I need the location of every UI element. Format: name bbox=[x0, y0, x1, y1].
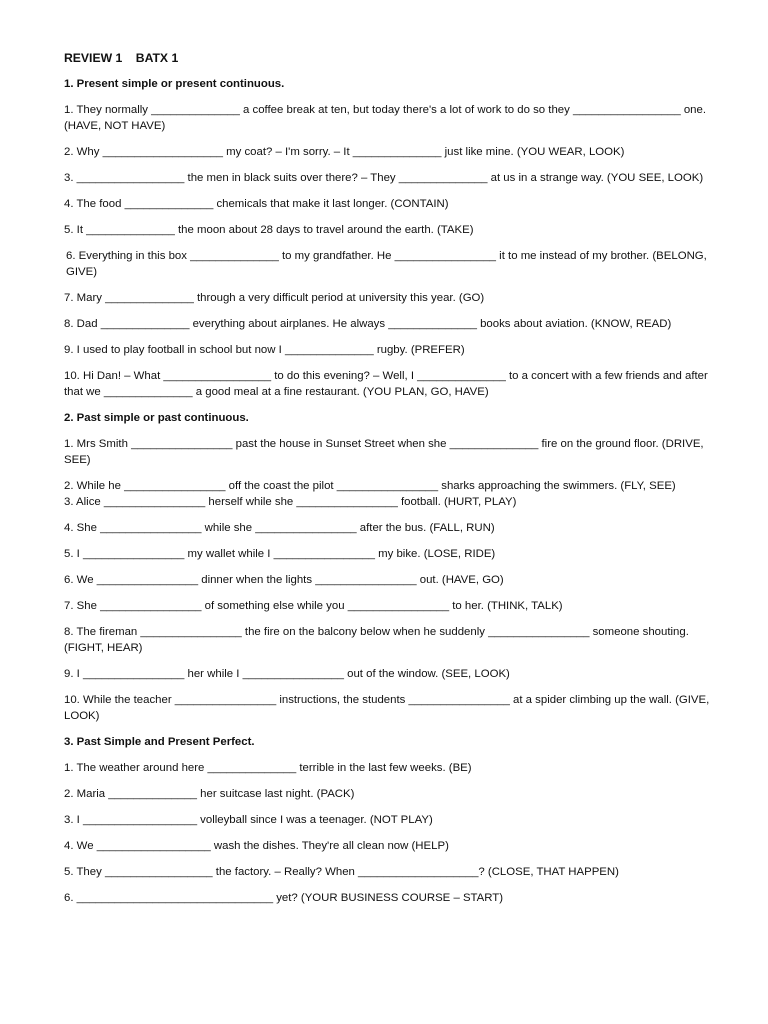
exercise-item: 2. While he ________________ off the coast the pilot ________________ sharks approaching the swimmers. (FLY, SEE) bbox=[64, 480, 676, 492]
exercise-item: 1. Mrs Smith ________________ past the house in Sunset Street when she ______________ fire on the ground floor. (DRIVE, SEE) bbox=[64, 438, 704, 466]
exercise-item: 1. The weather around here ______________ terrible in the last few weeks. (BE) bbox=[64, 762, 472, 774]
section-heading-3: 3. Past Simple and Present Perfect. bbox=[64, 736, 255, 748]
exercise-item: 6. We ________________ dinner when the lights ________________ out. (HAVE, GO) bbox=[64, 574, 504, 586]
exercise-item: 6. Everything in this box ______________ to my grandfather. He ________________ it to me instead of my brother. (BELONG, GIVE) bbox=[66, 250, 707, 278]
exercise-item: 4. The food ______________ chemicals that make it last longer. (CONTAIN) bbox=[64, 198, 449, 210]
exercise-item: 2. Why ___________________ my coat? – I'm sorry. – It ______________ just like mine. (YOU WEAR, LOOK) bbox=[64, 146, 625, 158]
exercise-item: 5. It ______________ the moon about 28 days to travel around the earth. (TAKE) bbox=[64, 224, 474, 236]
exercise-item: 7. She ________________ of something else while you ________________ to her. (THINK, TALK) bbox=[64, 600, 563, 612]
exercise-item: 3. _________________ the men in black suits over there? – They ______________ at us in a strange way. (YOU SEE, LOOK) bbox=[64, 172, 704, 184]
document-title: REVIEW 1 BATX 1 bbox=[64, 51, 179, 65]
exercise-item: 3. Alice ________________ herself while she ________________ football. (HURT, PLAY) bbox=[64, 496, 517, 508]
exercise-item: 4. We __________________ wash the dishes. They're all clean now (HELP) bbox=[64, 840, 449, 852]
exercise-item: 10. Hi Dan! – What _________________ to do this evening? – Well, I ______________ to a concert with a few friends and after that we ______________ a good meal at a fine restaurant. (YOU PLAN, GO, HAVE) bbox=[64, 370, 708, 398]
worksheet-content bbox=[64, 50, 720, 916]
exercise-item: 5. I ________________ my wallet while I ________________ my bike. (LOSE, RIDE) bbox=[64, 548, 496, 560]
exercise-item: 8. Dad ______________ everything about airplanes. He always ______________ books about aviation. (KNOW, READ) bbox=[64, 318, 672, 330]
exercise-item: 9. I ________________ her while I ________________ out of the window. (SEE, LOOK) bbox=[64, 668, 510, 680]
section-heading-2: 2. Past simple or past continuous. bbox=[64, 412, 249, 424]
exercise-item: 5. They _________________ the factory. – Really? When ___________________? (CLOSE, THAT HAPPEN) bbox=[64, 866, 619, 878]
exercise-item: 9. I used to play football in school but now I ______________ rugby. (PREFER) bbox=[64, 344, 465, 356]
exercise-item: 6. _______________________________ yet? (YOUR BUSINESS COURSE – START) bbox=[64, 892, 504, 904]
exercise-item: 3. I __________________ volleyball since I was a teenager. (NOT PLAY) bbox=[64, 814, 433, 826]
exercise-item: 1. They normally ______________ a coffee break at ten, but today there's a lot of work to do so they _________________ one. (HAVE, NOT HAVE) bbox=[64, 104, 706, 132]
exercise-item: 7. Mary ______________ through a very difficult period at university this year. (GO) bbox=[64, 292, 485, 304]
exercise-item: 8. The fireman ________________ the fire on the balcony below when he suddenly ________________ someone shouting. (FIGHT, HEAR) bbox=[64, 626, 689, 654]
section-heading-1: 1. Present simple or present continuous. bbox=[64, 78, 285, 90]
exercise-item: 2. Maria ______________ her suitcase last night. (PACK) bbox=[64, 788, 355, 800]
exercise-item: 4. She ________________ while she ________________ after the bus. (FALL, RUN) bbox=[64, 522, 495, 534]
exercise-item: 10. While the teacher ________________ instructions, the students ________________ at a spider climbing up the wall. (GIVE, LOOK) bbox=[64, 694, 710, 722]
